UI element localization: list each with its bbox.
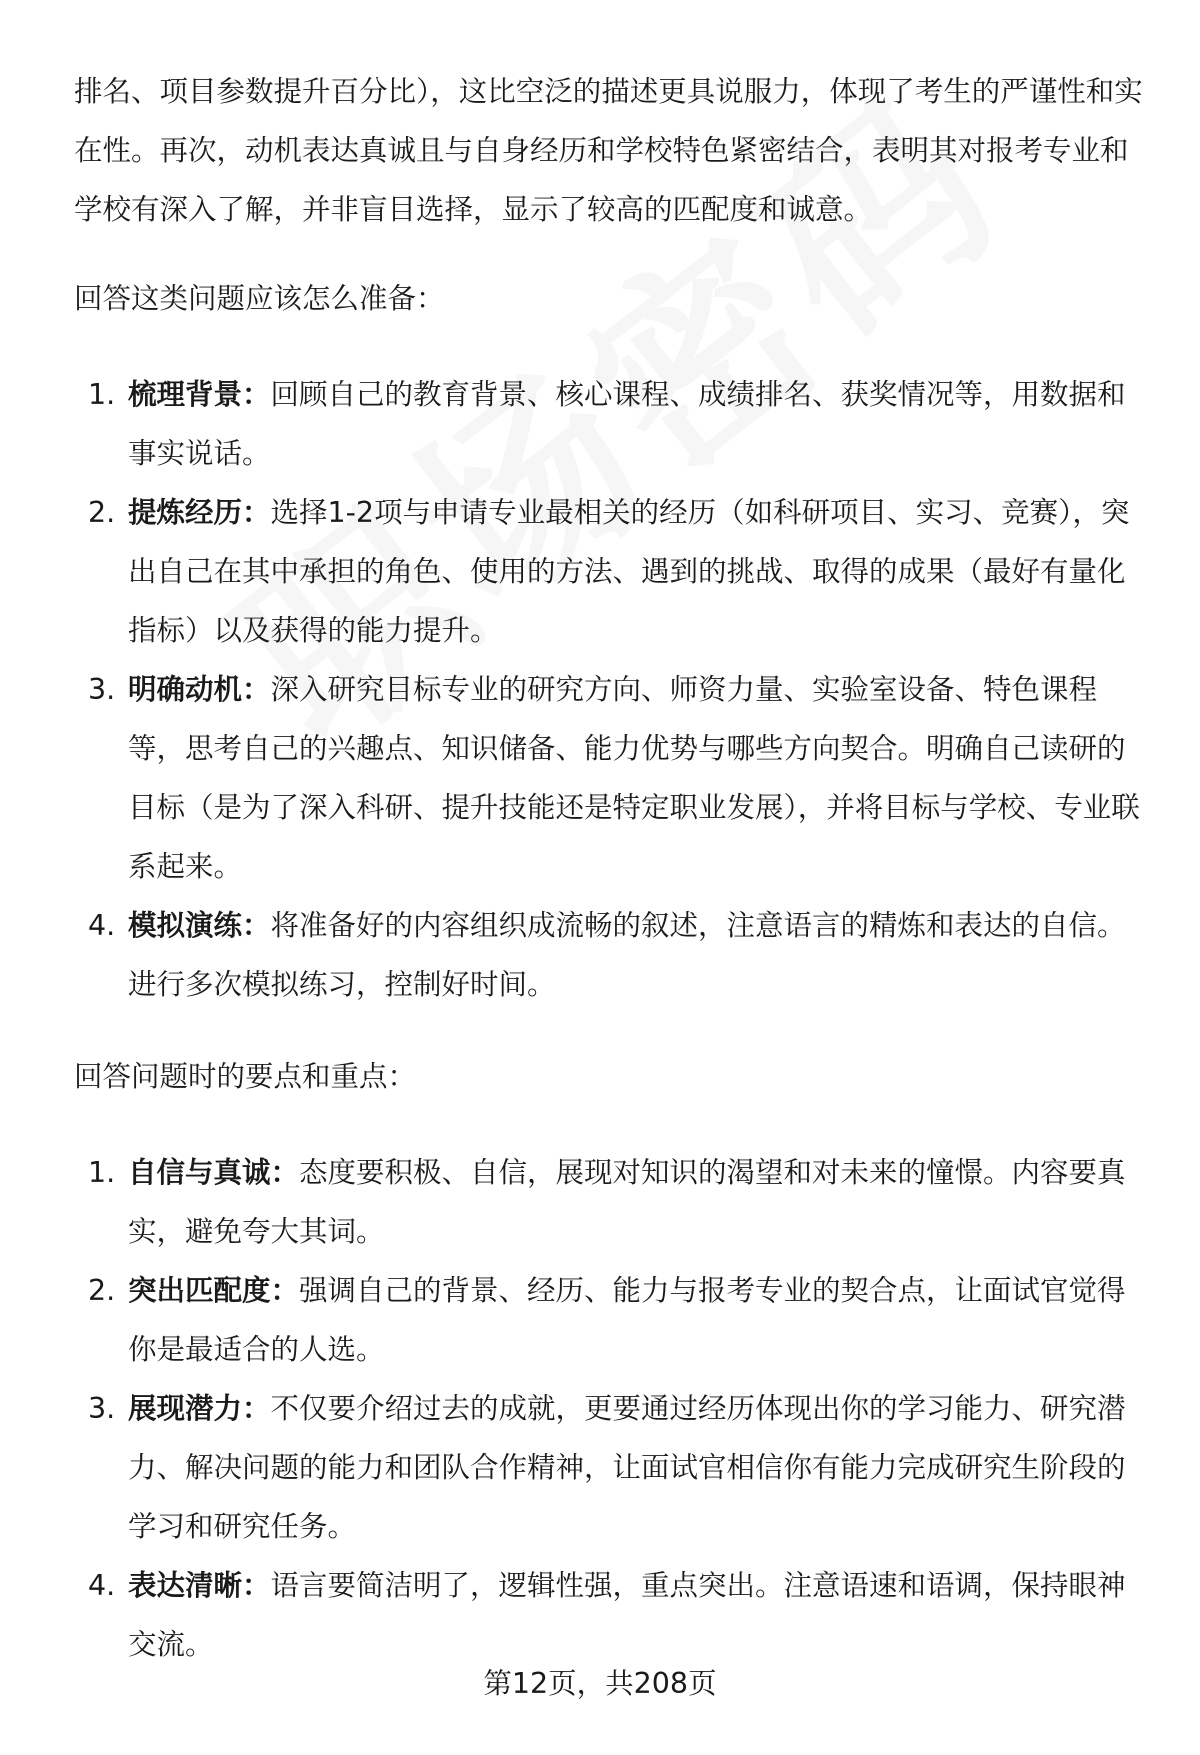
list-item — [74, 365, 1144, 483]
list-item — [74, 1143, 1144, 1261]
list-item — [74, 1379, 1144, 1556]
list-item-text: 不仅要介绍过去的成就，更要通过经历体现出你的学习能力、研究潜力、解决问题的能力和团队合作精神，让面试官相信你有能力完成研究生阶段的学习和研究任务。 — [128, 1392, 1126, 1543]
list-item-label: 明确动机： — [128, 673, 271, 706]
list-number: 2. — [88, 496, 116, 529]
list-item — [74, 1261, 1144, 1379]
intro-paragraph: 排名、项目参数提升百分比），这比空泛的描述更具说服力，体现了考生的严谨性和实在性。再次，动机表达真诚且与自身经历和学校特色紧密结合，表明其对报考专业和学校有深入了解，并非盲目选择，显示了较高的匹配度和诚意。 — [74, 75, 1143, 226]
list-item — [74, 660, 1144, 896]
list-item-text: 强调自己的背景、经历、能力与报考专业的契合点，让面试官觉得你是最适合的人选。 — [128, 1274, 1126, 1366]
list-number: 1. — [88, 378, 116, 411]
list-item-text: 深入研究目标专业的研究方向、师资力量、实验室设备、特色课程等，思考自己的兴趣点、知识储备、能力优势与哪些方向契合。明确自己读研的目标（是为了深入科研、提升技能还是特定职业发展），并将目标与学校、专业联系起来。 — [128, 673, 1140, 883]
list-item-label: 提炼经历： — [128, 496, 271, 529]
list-item — [74, 483, 1144, 660]
page-footer: 第12页，共208页 — [483, 1667, 717, 1700]
key-points-list — [74, 1143, 1144, 1674]
list-item-label: 突出匹配度： — [128, 1274, 300, 1307]
list-item — [74, 1556, 1144, 1674]
list-number: 4. — [88, 1569, 116, 1602]
list-item-label: 梳理背景： — [128, 378, 271, 411]
section-heading-preparation: 回答这类问题应该怎么准备： — [74, 282, 445, 315]
list-number: 3. — [88, 673, 116, 706]
list-number: 2. — [88, 1274, 116, 1307]
list-item-text: 将准备好的内容组织成流畅的叙述，注意语言的精炼和表达的自信。进行多次模拟练习，控制好时间。 — [128, 909, 1126, 1001]
list-item — [74, 896, 1144, 1014]
list-item-text: 语言要简洁明了，逻辑性强，重点突出。注意语速和语调，保持眼神交流。 — [128, 1569, 1126, 1661]
document-body — [74, 62, 1144, 1674]
list-number: 3. — [88, 1392, 116, 1425]
list-item-label: 模拟演练： — [128, 909, 271, 942]
list-number: 4. — [88, 909, 116, 942]
list-item-text: 回顾自己的教育背景、核心课程、成绩排名、获奖情况等，用数据和事实说话。 — [128, 378, 1126, 470]
list-item-label: 表达清晰： — [128, 1569, 271, 1602]
list-item-text: 态度要积极、自信，展现对知识的渴望和对未来的憧憬。内容要真实，避免夸大其词。 — [128, 1156, 1126, 1248]
list-item-label: 展现潜力： — [128, 1392, 271, 1425]
list-number: 1. — [88, 1156, 116, 1189]
list-item-text: 选择1-2项与申请专业最相关的经历（如科研项目、实习、竞赛），突出自己在其中承担的角色、使用的方法、遇到的挑战、取得的成果（最好有量化指标）以及获得的能力提升。 — [128, 496, 1130, 647]
preparation-list — [74, 365, 1144, 1014]
list-item-label: 自信与真诚： — [128, 1156, 300, 1189]
section-heading-key-points: 回答问题时的要点和重点： — [74, 1060, 417, 1093]
